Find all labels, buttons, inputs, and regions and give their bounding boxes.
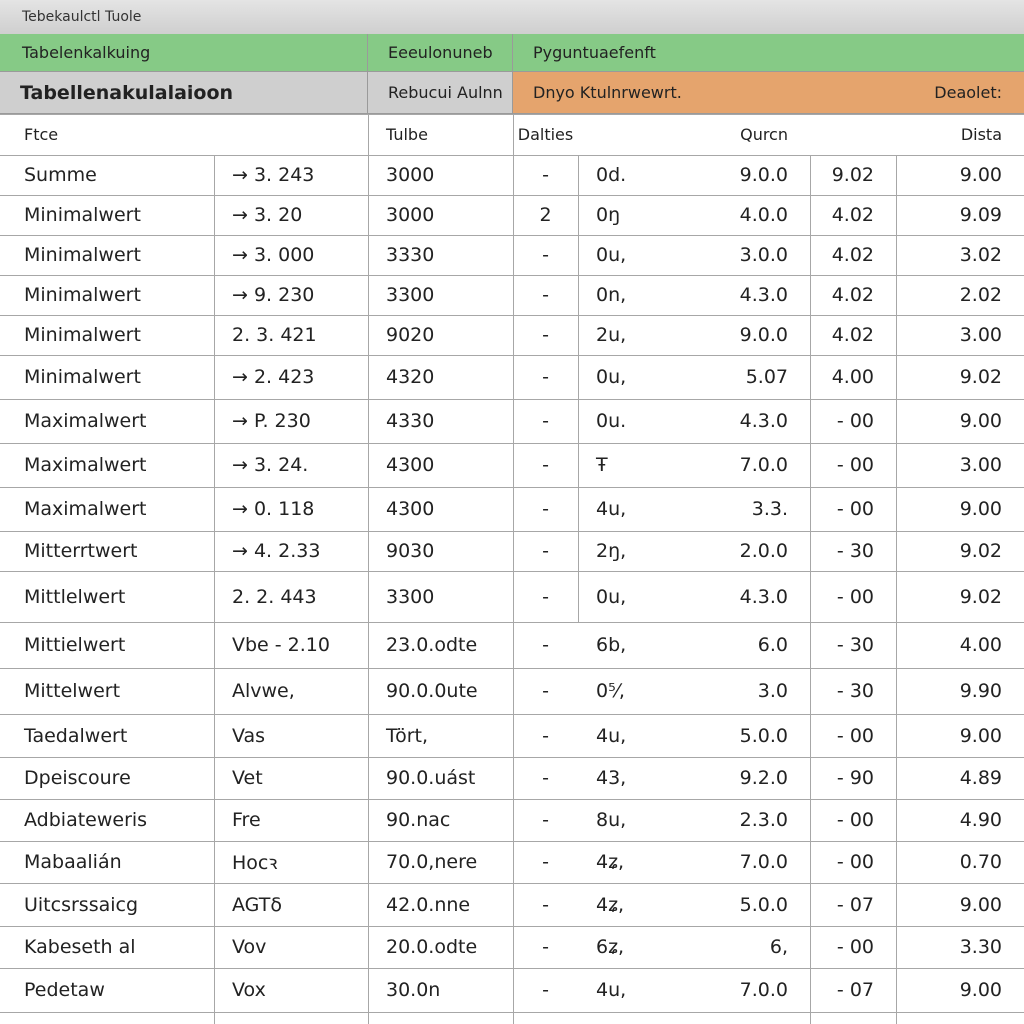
cell-ratio[interactable]: 4.02 xyxy=(831,204,874,226)
cell-code[interactable]: 43, xyxy=(596,767,627,789)
cell-ratio[interactable]: - 00 xyxy=(836,851,874,873)
grid-line-horizontal xyxy=(0,487,1024,488)
header-label-right: Deaolet: xyxy=(934,83,1002,102)
grid-line-horizontal xyxy=(0,235,1024,236)
cell-flag[interactable]: - xyxy=(542,244,549,266)
cell-ratio[interactable]: 4.02 xyxy=(831,244,874,266)
cell-row-label[interactable]: Minimalwert xyxy=(24,366,141,388)
cell-detail[interactable]: Vox xyxy=(232,979,266,1001)
header-cell-subtitle[interactable] xyxy=(368,72,513,114)
cell-detail[interactable]: → P. 230 xyxy=(232,410,311,432)
cell-amount[interactable]: 9.0.0 xyxy=(739,164,788,186)
cell-row-label[interactable]: Mitterrtwert xyxy=(24,540,138,562)
grid-line-horizontal xyxy=(0,668,1024,669)
cell-delta[interactable]: 9.00 xyxy=(959,724,1002,747)
cell-detail[interactable]: → 4. 2.33 xyxy=(232,540,321,562)
cell-flag[interactable]: - xyxy=(542,284,549,306)
grid-line-horizontal xyxy=(0,622,1024,623)
cell-code[interactable]: 2ŋ, xyxy=(596,540,627,562)
cell-value[interactable]: 3000 xyxy=(386,164,435,186)
cell-row-label[interactable]: Maximalwert xyxy=(24,410,147,432)
cell-delta[interactable]: 3.00 xyxy=(959,324,1002,346)
grid-line-horizontal xyxy=(0,968,1024,969)
cell-delta[interactable]: 9.00 xyxy=(959,979,1002,1001)
cell-value[interactable]: 4300 xyxy=(386,498,435,520)
grid-line-horizontal xyxy=(0,155,1024,156)
grid-line-horizontal xyxy=(0,714,1024,715)
cell-flag[interactable]: - xyxy=(542,851,549,873)
cell-amount[interactable]: 3.0.0 xyxy=(739,244,788,266)
cell-ratio[interactable]: 4.02 xyxy=(831,324,874,346)
cell-value[interactable]: 3300 xyxy=(386,284,435,306)
cell-amount[interactable]: 5.0.0 xyxy=(739,724,788,747)
cell-ratio[interactable]: 9.02 xyxy=(831,164,874,186)
cell-detail[interactable]: Hocꝛ xyxy=(232,852,278,874)
cell-code[interactable]: 0n, xyxy=(596,284,627,306)
cell-code[interactable]: 0⁵⁄, xyxy=(596,680,625,702)
cell-value[interactable]: 90.0.uást xyxy=(386,767,476,789)
cell-code[interactable]: 0u, xyxy=(596,585,627,608)
cell-delta[interactable]: 3.30 xyxy=(959,936,1002,958)
header-label: Dnyo Ktulnrwewrt. xyxy=(533,83,682,102)
column-header-delta[interactable]: Dista xyxy=(960,125,1002,144)
cell-amount[interactable]: 7.0.0 xyxy=(739,454,788,476)
cell-ratio[interactable]: - 30 xyxy=(836,634,874,656)
cell-flag[interactable]: - xyxy=(542,410,549,432)
cell-code[interactable]: 4ʑ, xyxy=(596,893,625,916)
window-titlebar xyxy=(0,0,1024,35)
cell-flag[interactable]: - xyxy=(542,767,549,789)
cell-ratio[interactable]: - 00 xyxy=(836,410,874,432)
cell-flag[interactable]: - xyxy=(542,809,549,831)
cell-delta[interactable]: 9.02 xyxy=(959,585,1002,608)
cell-row-label[interactable]: Kabeseth al xyxy=(24,936,136,958)
grid-line-horizontal xyxy=(0,315,1024,316)
cell-flag[interactable]: - xyxy=(542,585,549,608)
cell-amount[interactable]: 4.3.0 xyxy=(739,410,788,432)
cell-flag[interactable]: - xyxy=(542,366,549,388)
cell-value[interactable]: 4330 xyxy=(386,410,435,432)
cell-value[interactable]: 9020 xyxy=(386,324,435,346)
cell-delta[interactable]: 2.02 xyxy=(959,284,1002,306)
cell-detail[interactable]: Vbe - 2.10 xyxy=(232,634,330,656)
cell-detail[interactable]: → 2. 423 xyxy=(232,366,315,388)
grid-line-vertical xyxy=(214,155,215,1024)
cell-row-label[interactable]: Minimalwert xyxy=(24,244,141,266)
header-cell-group-right[interactable] xyxy=(513,34,1024,72)
cell-flag[interactable]: - xyxy=(542,979,549,1001)
cell-row-label[interactable]: Minimalwert xyxy=(24,204,141,226)
grid-line-horizontal xyxy=(0,841,1024,842)
cell-amount[interactable]: 4.0.0 xyxy=(739,204,788,226)
cell-value[interactable]: 90.0.0ute xyxy=(386,680,478,702)
cell-row-label[interactable]: Minimalwert xyxy=(24,284,141,306)
cell-flag[interactable]: - xyxy=(542,324,549,346)
cell-row-label[interactable]: Maximalwert xyxy=(24,454,147,476)
cell-value[interactable]: 70.0,nere xyxy=(386,851,478,873)
grid-line-vertical xyxy=(810,155,811,1024)
cell-ratio[interactable]: 4.02 xyxy=(831,284,874,306)
cell-amount[interactable]: 7.0.0 xyxy=(739,979,788,1001)
cell-detail[interactable]: → 0. 118 xyxy=(232,498,315,520)
cell-amount[interactable]: 7.0.0 xyxy=(739,851,788,873)
cell-ratio[interactable]: - 00 xyxy=(836,936,874,958)
cell-ratio[interactable]: - 30 xyxy=(836,540,874,562)
cell-row-label[interactable]: Summe xyxy=(24,164,97,186)
cell-amount[interactable]: 4.3.0 xyxy=(739,585,788,608)
cell-row-label[interactable]: Uitcsrssaicg xyxy=(24,893,139,916)
cell-detail[interactable]: → 3. 24. xyxy=(232,454,309,476)
cell-amount[interactable]: 6.0 xyxy=(757,634,788,656)
cell-value[interactable]: 42.0.nne xyxy=(386,893,471,916)
header-cell-sheet-name[interactable] xyxy=(0,34,368,72)
cell-detail[interactable]: 2. 2. 443 xyxy=(232,585,317,608)
grid-line-horizontal xyxy=(0,1012,1024,1013)
cell-delta[interactable]: 0.70 xyxy=(959,851,1002,873)
grid-line-horizontal xyxy=(0,531,1024,532)
table-title: Tabellenakulalaioon xyxy=(20,81,234,104)
grid-line-horizontal xyxy=(0,443,1024,444)
cell-delta[interactable]: 4.90 xyxy=(959,809,1002,831)
cell-detail[interactable]: → 3. 243 xyxy=(232,164,315,186)
cell-detail[interactable]: Vov xyxy=(232,936,267,958)
cell-delta[interactable]: 9.00 xyxy=(959,164,1002,186)
cell-delta[interactable]: 9.02 xyxy=(959,366,1002,388)
cell-row-label[interactable]: Taedalwert xyxy=(24,724,128,747)
cell-delta[interactable]: 9.90 xyxy=(959,680,1002,702)
cell-ratio[interactable]: - 00 xyxy=(836,724,874,747)
cell-delta[interactable]: 9.02 xyxy=(959,540,1002,562)
cell-ratio[interactable]: - 00 xyxy=(836,498,874,520)
cell-amount[interactable]: 2.3.0 xyxy=(739,809,788,831)
header-cell-column-group[interactable] xyxy=(368,34,513,72)
cell-code[interactable]: 8u, xyxy=(596,809,627,831)
cell-detail[interactable]: Fre xyxy=(232,809,261,831)
cell-flag[interactable]: - xyxy=(542,724,549,747)
cell-detail[interactable]: → 3. 20 xyxy=(232,204,303,226)
grid-line-horizontal xyxy=(0,355,1024,356)
grid-line-vertical xyxy=(368,114,369,1024)
cell-delta[interactable]: 9.09 xyxy=(959,204,1002,226)
cell-code[interactable]: 4u, xyxy=(596,724,627,747)
cell-amount[interactable]: 5.0.0 xyxy=(739,893,788,916)
cell-detail[interactable]: Vas xyxy=(232,724,266,747)
cell-row-label[interactable]: Dpeiscoure xyxy=(24,767,131,789)
cell-value[interactable]: 90.nac xyxy=(386,809,451,831)
cell-detail[interactable]: AGTδ xyxy=(232,893,282,916)
cell-code[interactable]: 6b, xyxy=(596,634,627,656)
cell-ratio[interactable]: - 00 xyxy=(836,585,874,608)
column-header-row-label[interactable]: Ftce xyxy=(24,125,59,144)
cell-amount[interactable]: 3.0 xyxy=(757,680,788,702)
cell-detail[interactable]: Vet xyxy=(232,767,263,789)
grid-line-vertical xyxy=(513,114,514,1024)
cell-delta[interactable]: 4.89 xyxy=(959,767,1002,789)
cell-flag[interactable]: - xyxy=(542,634,549,656)
cell-row-label[interactable]: Mittielwert xyxy=(24,634,126,656)
grid-line-vertical xyxy=(896,155,897,1024)
cell-amount[interactable]: 9.0.0 xyxy=(739,324,788,346)
cell-detail[interactable]: Alvwe, xyxy=(232,680,295,702)
cell-code[interactable]: 6ʑ, xyxy=(596,936,625,958)
cell-flag[interactable]: - xyxy=(542,454,549,476)
cell-code[interactable]: 4u, xyxy=(596,498,627,520)
column-header-amount[interactable]: Qurcn xyxy=(740,125,788,144)
column-header-flag[interactable]: Dalties xyxy=(517,125,574,144)
cell-flag[interactable]: 2 xyxy=(539,204,552,226)
cell-amount[interactable]: 5.07 xyxy=(745,366,788,388)
cell-code[interactable]: 0u, xyxy=(596,366,627,388)
cell-amount[interactable]: 4.3.0 xyxy=(739,284,788,306)
cell-delta[interactable]: 9.00 xyxy=(959,410,1002,432)
cell-amount[interactable]: 9.2.0 xyxy=(739,767,788,789)
cell-value[interactable]: 23.0.odte xyxy=(386,634,478,656)
header-label: Rebucui Aulnn xyxy=(388,83,503,102)
column-header-value[interactable]: Tulbe xyxy=(386,125,428,144)
header-cell-highlight[interactable] xyxy=(513,72,1024,114)
grid-line-horizontal xyxy=(0,571,1024,572)
cell-amount[interactable]: 3.3. xyxy=(751,498,788,520)
cell-code[interactable]: 0d. xyxy=(596,164,627,186)
cell-ratio[interactable]: - 00 xyxy=(836,809,874,831)
cell-value[interactable]: 20.0.odte xyxy=(386,936,478,958)
header-cell-title[interactable] xyxy=(0,72,368,114)
grid-line-horizontal xyxy=(0,195,1024,196)
cell-flag[interactable]: - xyxy=(542,936,549,958)
column-header-code[interactable] xyxy=(578,114,690,155)
grid-line-horizontal xyxy=(0,275,1024,276)
grid-line-horizontal xyxy=(0,926,1024,927)
cell-delta[interactable]: 4.00 xyxy=(959,634,1002,656)
cell-code[interactable]: 0ŋ xyxy=(596,204,621,226)
cell-code[interactable]: 4ʑ, xyxy=(596,851,625,873)
cell-code[interactable]: 2u, xyxy=(596,324,627,346)
cell-flag[interactable]: - xyxy=(542,498,549,520)
cell-value[interactable]: 30.0n xyxy=(386,979,441,1001)
cell-row-label[interactable]: Mittlelwert xyxy=(24,585,126,608)
cell-delta[interactable]: 9.00 xyxy=(959,893,1002,916)
cell-amount[interactable]: 2.0.0 xyxy=(739,540,788,562)
column-header-detail[interactable] xyxy=(214,114,368,155)
cell-value[interactable]: 4300 xyxy=(386,454,435,476)
cell-detail[interactable]: 2. 3. 421 xyxy=(232,324,317,346)
cell-code[interactable]: 0u, xyxy=(596,244,627,266)
cell-detail[interactable]: → 9. 230 xyxy=(232,284,315,306)
cell-value[interactable]: 9030 xyxy=(386,540,435,562)
grid-line-horizontal xyxy=(0,799,1024,800)
cell-delta[interactable]: 3.00 xyxy=(959,454,1002,476)
cell-ratio[interactable]: - 07 xyxy=(836,979,874,1001)
cell-row-label[interactable]: Mabaalián xyxy=(24,851,122,873)
cell-flag[interactable]: - xyxy=(542,164,549,186)
header-label: Tabelenkalkuing xyxy=(22,43,151,62)
grid-line-vertical xyxy=(578,155,579,622)
header-label: Eeeulonuneb xyxy=(388,43,493,62)
cell-ratio[interactable]: 4.00 xyxy=(831,366,874,388)
cell-delta[interactable]: 9.00 xyxy=(959,498,1002,520)
cell-value[interactable]: Tört, xyxy=(386,724,429,747)
cell-ratio[interactable]: - 30 xyxy=(836,680,874,702)
cell-row-label[interactable]: Minimalwert xyxy=(24,324,141,346)
grid-line-horizontal xyxy=(0,883,1024,884)
cell-row-label[interactable]: Maximalwert xyxy=(24,498,147,520)
cell-flag[interactable]: - xyxy=(542,893,549,916)
cell-code[interactable]: 4u, xyxy=(596,979,627,1001)
cell-code[interactable]: 0u. xyxy=(596,410,627,432)
cell-code[interactable]: Ŧ xyxy=(596,454,608,476)
cell-value[interactable]: 3330 xyxy=(386,244,435,266)
grid-line-horizontal xyxy=(0,757,1024,758)
cell-value[interactable]: 3300 xyxy=(386,585,435,608)
grid-line-horizontal xyxy=(0,114,1024,115)
cell-flag[interactable]: - xyxy=(542,540,549,562)
cell-value[interactable]: 3000 xyxy=(386,204,435,226)
cell-delta[interactable]: 3.02 xyxy=(959,244,1002,266)
cell-ratio[interactable]: - 07 xyxy=(836,893,874,916)
cell-value[interactable]: 4320 xyxy=(386,366,435,388)
column-header-ratio[interactable] xyxy=(810,114,896,155)
cell-row-label[interactable]: Adbiateweris xyxy=(24,809,148,831)
cell-ratio[interactable]: - 90 xyxy=(836,767,874,789)
grid-line-horizontal xyxy=(0,399,1024,400)
cell-amount[interactable]: 6, xyxy=(769,936,788,958)
header-label: Pyguntuaefenft xyxy=(533,43,656,62)
cell-flag[interactable]: - xyxy=(542,680,549,702)
cell-ratio[interactable]: - 00 xyxy=(836,454,874,476)
window-title: Tebekaulctl Tuole xyxy=(22,9,142,25)
cell-row-label[interactable]: Mittelwert xyxy=(24,680,121,702)
cell-row-label[interactable]: Pedetaw xyxy=(24,979,105,1001)
cell-detail[interactable]: → 3. 000 xyxy=(232,244,315,266)
